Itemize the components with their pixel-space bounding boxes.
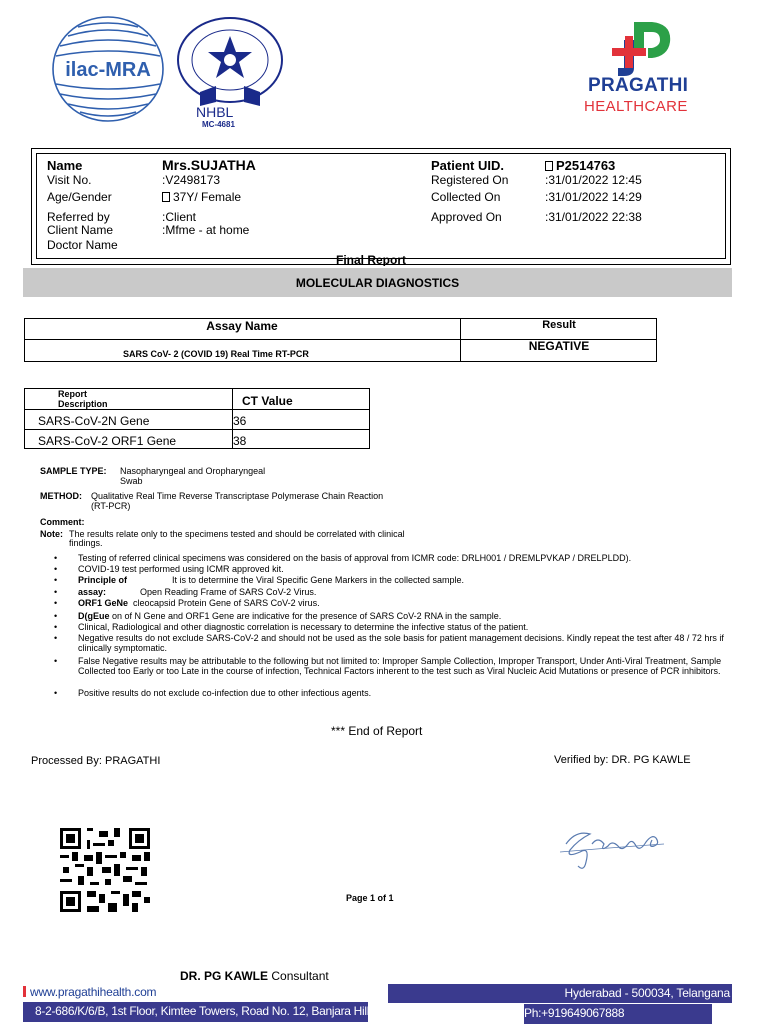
report-description-line1: Report xyxy=(58,389,87,399)
sample-type-label: SAMPLE TYPE: xyxy=(40,466,107,476)
note-bullet: False Negative results may be attributable to the following but not limited to: Improper Sample Collection, Improper Transport, Under Anti-Viral Treatment, Sample Collected too Early or too Late in the course of infection, Technical Factors inherent to the test such as Viral Nucleic Acid Mutations or presence of PCR inhibitors. xyxy=(78,656,722,676)
table-divider xyxy=(24,409,370,410)
signature-image xyxy=(556,822,670,874)
bullet-dot: • xyxy=(54,587,58,597)
doctor-signature-line xyxy=(180,969,329,983)
note-bullet: COVID-19 test performed using ICMR approved kit. xyxy=(78,564,284,574)
assay-name-header: Assay Name xyxy=(206,319,278,333)
red-mark xyxy=(23,986,26,997)
assay-result-value: NEGATIVE xyxy=(528,339,590,353)
note-bullet: Positive results do not exclude co-infection due to other infectious agents. xyxy=(78,688,372,698)
age-gender-field xyxy=(162,190,241,204)
client-name-label: Client Name xyxy=(47,223,114,237)
assay-name-value: SARS CoV- 2 (COVID 19) Real Time RT-PCR xyxy=(123,349,309,359)
department-title: MOLECULAR DIAGNOSTICS xyxy=(295,276,460,290)
bullet-dot: • xyxy=(54,553,58,563)
approved-label: Approved On xyxy=(431,210,502,224)
ct-gene-value: 36 xyxy=(233,414,247,428)
collected-label: Collected On xyxy=(431,190,501,204)
method-value: Qualitative Real Time Reverse Transcriptase Polymerase Chain Reaction xyxy=(91,491,384,501)
report-description-line2: Description xyxy=(58,399,108,409)
svg-text:ilac-MRA: ilac-MRA xyxy=(65,59,151,81)
collected-value: :31/01/2022 14:29 xyxy=(545,190,642,204)
age-gender-label: Age/Gender xyxy=(47,190,112,204)
note-bullet-bold: assay: xyxy=(78,587,107,597)
verified-by: Verified by: DR. PG KAWLE xyxy=(554,754,691,766)
ilac-mra-logo xyxy=(50,14,166,124)
qr-code-icon xyxy=(60,828,150,912)
footer-phone: Ph:+919649067888 xyxy=(524,1006,625,1020)
bullet-dot: • xyxy=(54,564,58,574)
approved-value: :31/01/2022 22:38 xyxy=(545,210,642,224)
note-bullet: on of N Gene and ORF1 Gene are indicative for the presence of SARS CoV-2 RNA in the sample. xyxy=(112,611,502,621)
bullet-dot: • xyxy=(54,622,58,632)
age-gender-value: 37Y/ Female xyxy=(173,190,242,204)
nhbl-code: MC-4681 xyxy=(202,120,235,129)
nhbl-seal-logo xyxy=(176,16,284,108)
bullet-dot: • xyxy=(54,598,58,608)
note-bullet: It is to determine the Viral Specific Gene Markers in the collected sample. xyxy=(172,575,464,585)
method-label: METHOD: xyxy=(40,491,82,501)
note-bullet: Negative results do not exclude SARS-CoV-2 and should not be used as the sole basis for patient management decisions. Kindly repeat the test after 48 / 72 hrs if clinically symptomatic. xyxy=(78,633,724,653)
department-bar xyxy=(23,268,732,297)
doctor-title: Consultant xyxy=(271,969,329,983)
nhbl-label: NHBL xyxy=(196,104,234,120)
brand-name: PRAGATHI xyxy=(588,75,689,96)
patient-uid-label: Patient UID. xyxy=(431,158,504,173)
note-bullet-bold: ORF1 GeNe xyxy=(78,598,129,608)
table-divider xyxy=(24,429,370,430)
registered-value: :31/01/2022 12:45 xyxy=(545,173,642,187)
bullet-dot: • xyxy=(54,611,58,621)
result-header: Result xyxy=(542,319,576,331)
bullet-dot: • xyxy=(54,688,58,698)
pragathi-logo-icon xyxy=(612,18,674,78)
footer-bar xyxy=(388,984,732,1003)
ct-gene-value: 38 xyxy=(233,434,247,448)
final-report-title: Final Report xyxy=(336,254,407,266)
bullet-dot: • xyxy=(54,575,58,585)
doctor-name-label: Doctor Name xyxy=(47,238,118,252)
patient-name: Mrs.SUJATHA xyxy=(162,157,256,173)
ct-value-header: CT Value xyxy=(242,394,293,408)
patient-uid-value: P2514763 xyxy=(556,158,616,173)
patient-uid-field xyxy=(545,158,615,173)
note-bullet: Open Reading Frame of SARS CoV-2 Virus. xyxy=(140,587,317,597)
method-value-line2: (RT-PCR) xyxy=(91,501,131,511)
footer-city: Hyderabad - 500034, Telangana xyxy=(564,986,730,1000)
report-description-header xyxy=(58,389,108,409)
referred-value: :Client xyxy=(162,210,197,224)
note-bullet: Clinical, Radiological and other diagnostic correlation is necessary to determine the infective status of the patient. xyxy=(78,622,529,632)
processed-by: Processed By: PRAGATHI xyxy=(31,755,161,767)
ct-gene-name: SARS-CoV-2N Gene xyxy=(38,414,150,428)
registered-label: Registered On xyxy=(431,173,509,187)
ct-gene-name: SARS-CoV-2 ORF1 Gene xyxy=(38,434,177,448)
sample-type-value-line2: Swab xyxy=(120,476,143,486)
note-bullet-bold: Principle of xyxy=(78,575,128,585)
end-of-report: *** End of Report xyxy=(331,724,423,738)
referred-label: Referred by xyxy=(47,210,110,224)
sample-type-value: Nasopharyngeal and Oropharyngeal xyxy=(120,466,266,476)
note-text: The results relate only to the specimens tested and should be correlated with clinical xyxy=(69,529,405,539)
missing-glyph-icon xyxy=(162,192,170,202)
website-link[interactable]: www.pragathihealth.com xyxy=(30,985,157,999)
note-bullet: Testing of referred clinical specimens was considered on the basis of approval from ICMR code: DRLH001 / DREMLPVKAP / DRELPLDD). xyxy=(78,553,632,563)
footer-address: 8-2-686/K/6/B, 1st Floor, Kimtee Towers, Road No. 12, Banjara Hills, xyxy=(35,1004,378,1018)
comment-label: Comment: xyxy=(40,517,85,527)
visit-label: Visit No. xyxy=(47,173,92,187)
note-text-line2: findings. xyxy=(69,538,103,548)
page-number: Page 1 of 1 xyxy=(346,893,394,903)
note-bullet-bold: D(gEue xyxy=(78,611,110,621)
brand-subtitle: HEALTHCARE xyxy=(584,98,688,115)
bullet-dot: • xyxy=(54,633,58,643)
patient-box xyxy=(36,153,726,259)
missing-glyph-icon xyxy=(545,161,553,171)
visit-value: :V2498173 xyxy=(162,173,221,187)
footer-bar xyxy=(524,1004,712,1024)
doctor-name: DR. PG KAWLE xyxy=(180,969,269,983)
footer-bar xyxy=(23,1002,378,1022)
bullet-dot: • xyxy=(54,656,58,666)
note-label: Note: xyxy=(40,529,63,539)
name-label: Name xyxy=(47,158,83,173)
note-bullet: cleocapsid Protein Gene of SARS CoV-2 virus. xyxy=(133,598,320,608)
client-name-value: :Mfme - at home xyxy=(162,223,250,237)
